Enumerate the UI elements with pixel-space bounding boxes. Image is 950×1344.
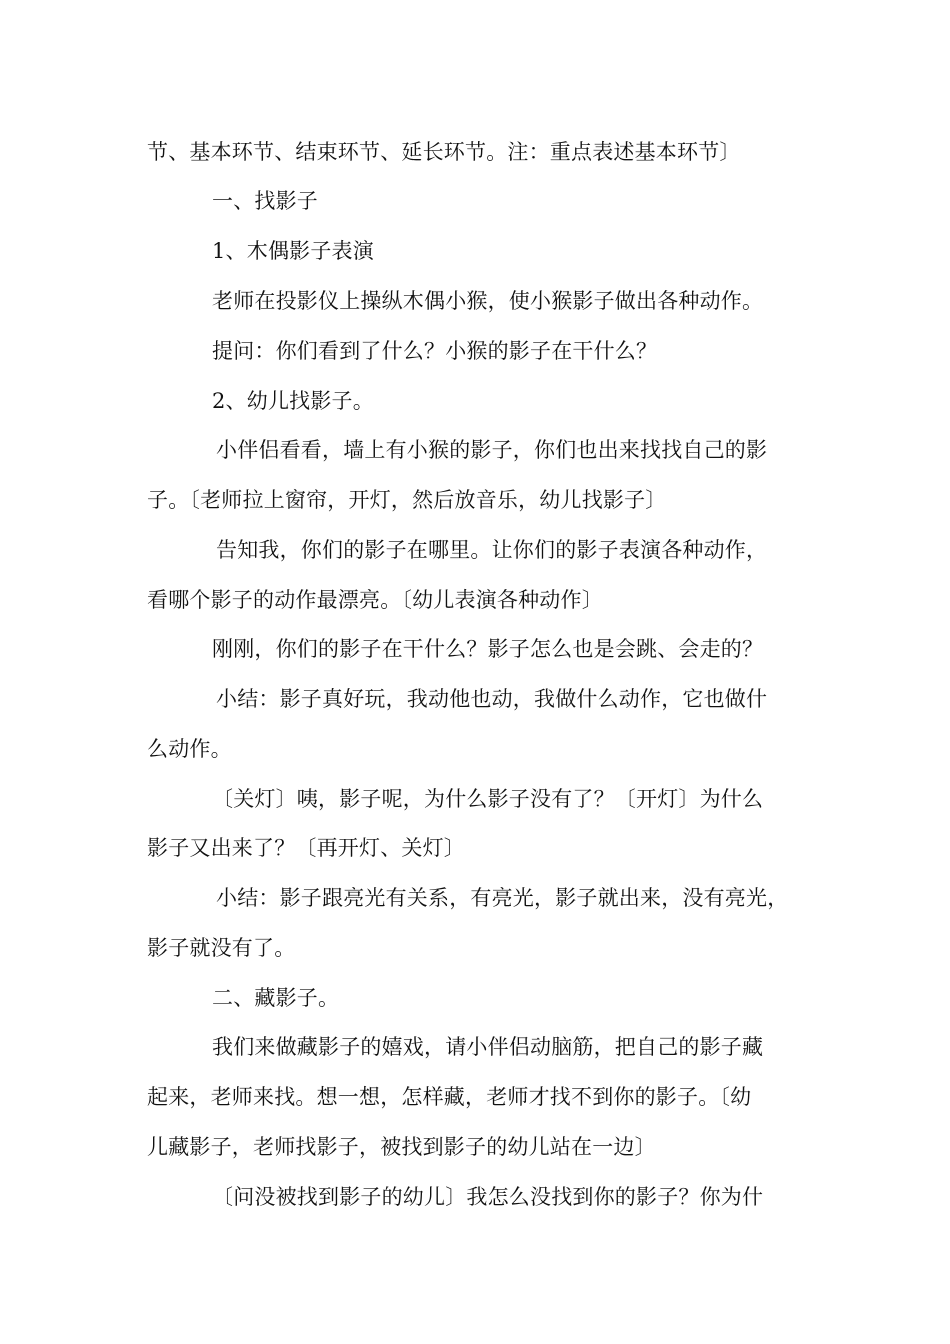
- text-line: 起来，老师来找。想一想，怎样藏，老师才找不到你的影子。〔幼: [147, 1085, 752, 1109]
- text-line: 〔关灯〕咦，影子呢，为什么影子没有了？〔开灯〕为什么: [212, 787, 764, 811]
- subsection-heading: 1、木偶影子表演: [212, 239, 374, 263]
- subsection-heading: 2、幼儿找影子。: [212, 389, 374, 413]
- text-line: 刚刚，你们的影子在干什么？影子怎么也是会跳、会走的？: [212, 637, 764, 661]
- text-line: 小结：影子真好玩，我动他也动，我做什么动作，它也做什: [216, 687, 768, 711]
- text-line: 〔问没被找到影子的幼儿〕我怎么没找到你的影子？你为什: [212, 1185, 764, 1209]
- text-line: 老师在投影仪上操纵木偶小猴，使小猴影子做出各种动作。: [212, 289, 764, 313]
- text-line: 小伴侣看看，墙上有小猴的影子，你们也出来找找自己的影: [216, 438, 768, 462]
- text-line: 看哪个影子的动作最漂亮。〔幼儿表演各种动作〕: [147, 588, 603, 612]
- text-line: 儿藏影子，老师找影子，被找到影子的幼儿站在一边〕: [147, 1135, 656, 1159]
- section-heading: 二、藏影子。: [212, 986, 340, 1010]
- text-line: 影子又出来了？〔再开灯、关灯〕: [147, 836, 465, 860]
- text-line: 子。〔老师拉上窗帘，开灯，然后放音乐，幼儿找影子〕: [147, 488, 667, 512]
- text-line: 节、基本环节、结束环节、延长环节。注：重点表述基本环节〕: [147, 140, 741, 164]
- text-line: 告知我，你们的影子在哪里。让你们的影子表演各种动作，: [216, 538, 768, 562]
- text-line: 么动作。: [147, 737, 232, 761]
- text-line: 提问：你们看到了什么？小猴的影子在干什么？: [212, 339, 658, 363]
- text-line: 我们来做藏影子的嬉戏，请小伴侣动脑筋，把自己的影子藏: [212, 1035, 764, 1059]
- section-heading: 一、找影子: [212, 189, 318, 213]
- text-line: 影子就没有了。: [147, 936, 296, 960]
- text-line: 小结：影子跟亮光有关系，有亮光，影子就出来，没有亮光，: [216, 886, 789, 910]
